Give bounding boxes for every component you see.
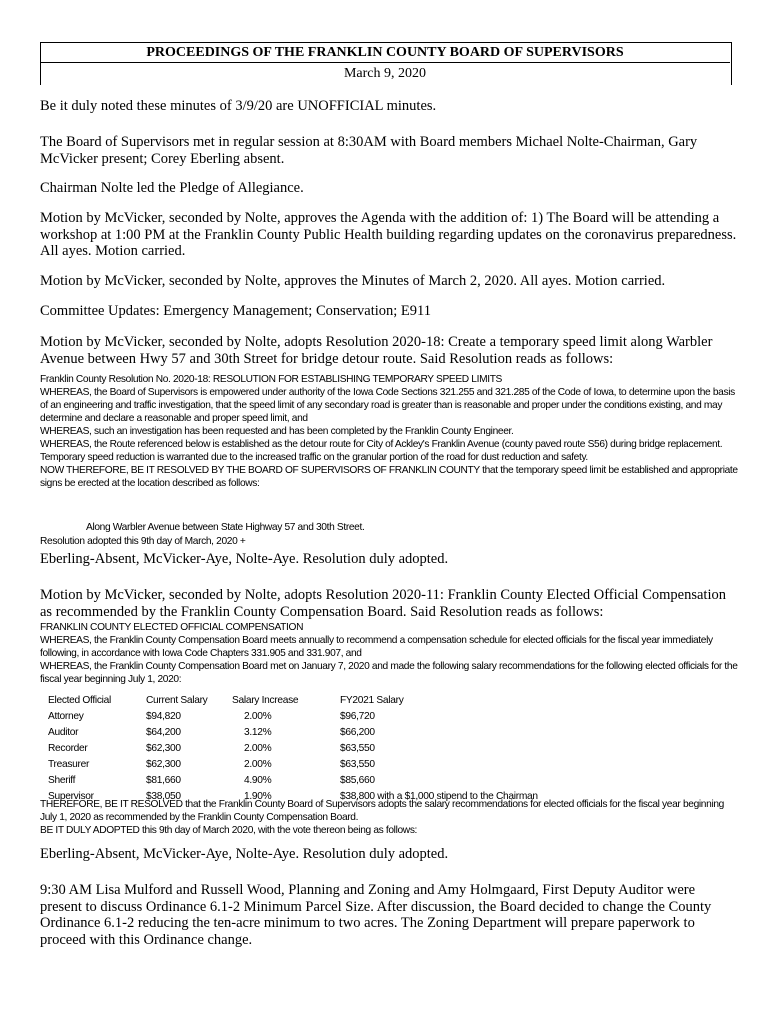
pledge-paragraph: Chairman Nolte led the Pledge of Allegiance. <box>40 180 304 196</box>
meeting-date: March 9, 2020 <box>343 66 427 81</box>
official-name: Sheriff <box>48 775 76 786</box>
header-elected-official: Elected Official <box>48 695 111 706</box>
resolution-11-intro: FRANKLIN COUNTY ELECTED OFFICIAL COMPENSATION WHEREAS, the Franklin County Compensation Board meets annually to recommend a compensation schedule for elected officials for the fiscal year immediately following, in accordance with Iowa Code Chapters 331.905 and 331.907, and WHEREAS, the Franklin County Compensation Board met on January 7, 2020 and made the following salary recommendations for the following elected officials for the fiscal year beginning July 1, 2020: <box>40 622 738 685</box>
resolution-18-text: Franklin County Resolution No. 2020-18: RESOLUTION FOR ESTABLISHING TEMPORARY SPEED LIMITS WHEREAS, the Board of Supervisors is empowered under authority of the Iowa Code Sections 321.255 and 321.285 of the Code of Iowa, to determine upon the basis of an engineering and traffic investigation, that the speed limit of any secondary road is greater than is reasonable and proper under the conditions existing, and may determine and declare a reasonable and proper speed limit, and WHEREAS, such an investigation has been requested and has been completed by the Franklin County Engineer. WHEREAS, the Route referenced below is established as the detour route for City of Ackley's Franklin Avenue (county paved route S56) during bridge replacement. Temporary speed reduction is warranted due to the increased traffic on the granular portion of the road for dust reduction and safety. NOW THEREFORE, BE IT RESOLVED BY THE BOARD OF SUPERVISORS OF FRANKLIN COUNTY that the temporary speed limit be established and appropriate signs be erected at the location described as follows: <box>40 374 738 489</box>
current-salary: $38,050 <box>146 791 181 802</box>
fy2021-salary: $85,660 <box>340 775 375 786</box>
salary-increase: 1.90% <box>244 791 272 802</box>
fy2021-salary: $63,550 <box>340 743 375 754</box>
table-row <box>48 711 538 727</box>
current-salary: $62,300 <box>146 759 181 770</box>
header-salary-increase: Salary Increase <box>232 695 299 706</box>
header-rule <box>40 62 730 63</box>
current-salary: $64,200 <box>146 727 181 738</box>
official-name: Treasurer <box>48 759 90 770</box>
fy2021-salary: $66,200 <box>340 727 375 738</box>
agenda-motion: Motion by McVicker, seconded by Nolte, approves the Agenda with the addition of: 1) The Board will be attending a workshop at 1:00 PM at the Franklin County Public Health building regarding updates on the coronavirus preparedness. All ayes. Motion carried. <box>40 210 737 259</box>
salary-increase: 2.00% <box>244 711 272 722</box>
official-name: Supervisor <box>48 791 94 802</box>
resolution-18-location: Along Warbler Avenue between State Highway 57 and 30th Street. <box>86 522 365 533</box>
resolution-18-adopted: Resolution adopted this 9th day of March, 2020 + <box>40 536 246 547</box>
salary-increase: 3.12% <box>244 727 272 738</box>
fy2021-salary: $38,800 with a $1,000 stipend to the Chairman <box>340 791 538 802</box>
salary-increase: 2.00% <box>244 743 272 754</box>
table-row <box>48 775 538 791</box>
salary-table-header <box>48 695 538 711</box>
resolution-18-motion: Motion by McVicker, seconded by Nolte, adopts Resolution 2020-18: Create a temporary speed limit along Warbler Avenue between Hwy 57 and 30th Street for bridge detour route. Said Resolution reads as follows: <box>40 334 713 367</box>
current-salary: $62,300 <box>146 743 181 754</box>
current-salary: $81,660 <box>146 775 181 786</box>
salary-increase: 2.00% <box>244 759 272 770</box>
resolution-11-vote: Eberling-Absent, McVicker-Aye, Nolte-Aye. Resolution duly adopted. <box>40 846 449 862</box>
session-paragraph: The Board of Supervisors met in regular session at 8:30AM with Board members Michael Nolte-Chairman, Gary McVicker present; Corey Eberling absent. <box>40 134 698 167</box>
current-salary: $94,820 <box>146 711 181 722</box>
fy2021-salary: $96,720 <box>340 711 375 722</box>
resolution-11-motion: Motion by McVicker, seconded by Nolte, adopts Resolution 2020-11: Franklin County Elected Official Compensation as recommended by the Franklin County Compensation Board. Said Resolution reads as follows: <box>40 587 726 620</box>
official-name: Auditor <box>48 727 79 738</box>
committee-updates: Committee Updates: Emergency Management; Conservation; E911 <box>40 303 432 319</box>
table-row <box>48 727 538 743</box>
table-row <box>48 759 538 775</box>
salary-increase: 4.90% <box>244 775 272 786</box>
table-row <box>48 743 538 759</box>
resolution-11-closing: THEREFORE, BE IT RESOLVED that the Franklin County Board of Supervisors adopts the salary recommendations for elected officials for the fiscal year beginning July 1, 2020 as recommended by the Franklin County Compensation Board. BE IT DULY ADOPTED this 9th day of March 2020, with the vote thereon being as follows: <box>40 799 724 836</box>
minutes-motion: Motion by McVicker, seconded by Nolte, approves the Minutes of March 2, 2020. All ayes. Motion carried. <box>40 273 666 289</box>
official-name: Attorney <box>48 711 84 722</box>
resolution-18-vote: Eberling-Absent, McVicker-Aye, Nolte-Aye. Resolution duly adopted. <box>40 551 449 567</box>
header-fy2021-salary: FY2021 Salary <box>340 695 404 706</box>
document-title: PROCEEDINGS OF THE FRANKLIN COUNTY BOARD OF SUPERVISORS <box>146 45 624 60</box>
unofficial-notice: Be it duly noted these minutes of 3/9/20 are UNOFFICIAL minutes. <box>40 98 437 114</box>
header-current-salary: Current Salary <box>146 695 208 706</box>
zoning-paragraph: 9:30 AM Lisa Mulford and Russell Wood, Planning and Zoning and Amy Holmgaard, First Deputy Auditor were present to discuss Ordinance 6.1-2 Minimum Parcel Size. After discussion, the Board decided to change the County Ordinance 6.1-2 reducing the ten-acre minimum to two acres. The Zoning Department will prepare paperwork to proceed with this Ordinance change. <box>40 882 712 948</box>
official-name: Recorder <box>48 743 88 754</box>
salary-table <box>48 695 538 807</box>
fy2021-salary: $63,550 <box>340 759 375 770</box>
